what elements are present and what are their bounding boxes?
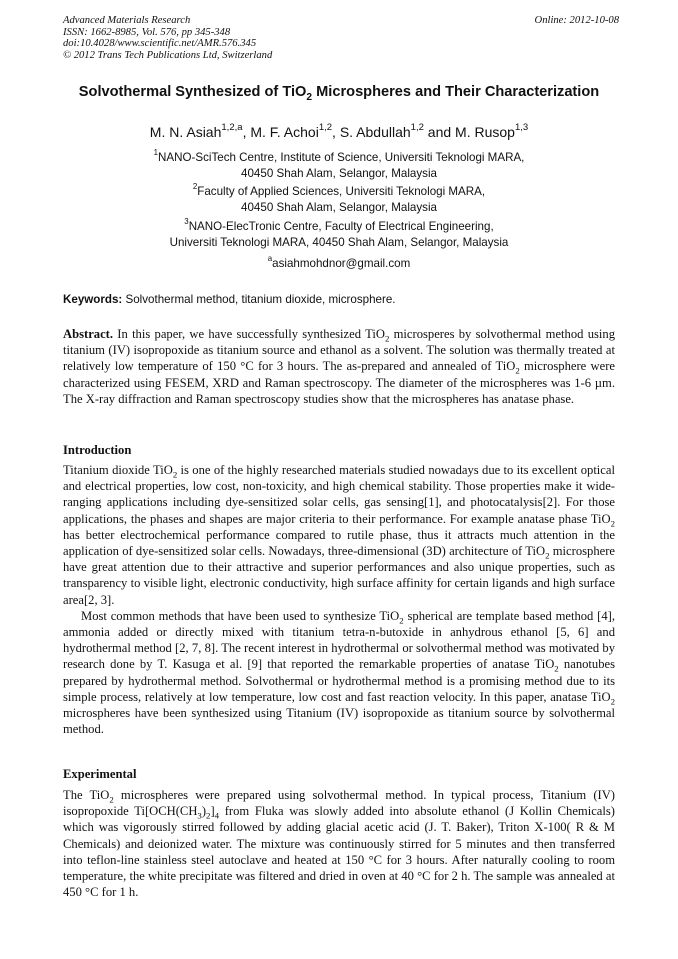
subscript: 4 bbox=[214, 810, 220, 821]
publication-header bbox=[63, 15, 619, 61]
journal-name: Advanced Materials Research bbox=[63, 15, 191, 26]
affiliation-3 bbox=[63, 216, 615, 250]
doi: doi:10.4028/www.scientific.net/AMR.576.345 bbox=[63, 38, 257, 50]
author-affiliation-mark: 1,3 bbox=[514, 121, 529, 133]
title-part-1: Solvothermal Synthesized of TiO bbox=[78, 84, 307, 100]
section-heading-experimental: Experimental bbox=[63, 767, 137, 781]
affiliation-2 bbox=[63, 181, 615, 215]
affiliation-line: 40450 Shah Alam, Selangor, Malaysia bbox=[241, 200, 437, 214]
author-affiliation-mark: 1,2 bbox=[318, 121, 333, 133]
text: spherical are template based method [4], ammonia added or directly mixed with titanium tetra-n-butoxide in anhydrous ethanol [5, 6] and hydrothermal method [2, 7, 8]. The recent interest in hydrothermal or solvothermal method was motivated by research done by T. Kasuga et al. [9] that reported the remarkable properties of anatase TiO bbox=[63, 608, 615, 672]
subscript: 2 bbox=[384, 333, 390, 344]
text: Titanium dioxide TiO bbox=[63, 463, 173, 477]
text: ) bbox=[201, 804, 207, 819]
author-affiliation-mark: 1,2 bbox=[410, 121, 424, 133]
affiliation-1 bbox=[63, 147, 615, 181]
affiliation-line: NANO-ElecTronic Centre, Faculty of Electrical Engineering, bbox=[188, 220, 494, 233]
author-separator: , bbox=[332, 124, 340, 140]
author-name: M. N. Asiah bbox=[149, 124, 222, 140]
author-separator: , bbox=[242, 124, 251, 140]
text: nanotubes prepared by hydrothermal method. Solvothermal or hydrothermal method is a promising method due to its simple process, relatively at low temperature, low cost and fast reaction velocity. In this paper, anatase TiO bbox=[63, 657, 615, 704]
author-name: M. F. Achoi bbox=[250, 124, 319, 140]
keywords-text: Solvothermal method, titanium dioxide, microsphere. bbox=[122, 293, 396, 306]
subscript: 2 bbox=[554, 663, 559, 674]
text: from Fluka was slowly added into absolute ethanol (J Kollin Chemicals) which was vigorously stirred followed by adding glacial acetic acid (J. T. Baker), Triton X-100( R & M Chemicals) and deionized water. The mixture was continuously stirred for 5 minutes and then transferred into teflon-line stainless steel autoclave and heated at 150 °C for 3 hours. After naturally cooling to room temperature, the white precipitate was filtered and dried in oven at 40 °C for 2 h. The sample was annealed at 450 °C for 1 h. bbox=[63, 804, 615, 900]
subscript: 2 bbox=[545, 550, 550, 561]
paragraph bbox=[63, 787, 615, 900]
text: has better electrochemical performance compared to rutile phase, thus it attracts much attention in the application of dye-sensitized solar cells. Nowadays, three-dimensional (3D) architecture of TiO bbox=[63, 527, 615, 559]
subscript: 3 bbox=[197, 810, 202, 821]
affiliation-mark: 1 bbox=[153, 147, 158, 157]
paper-title bbox=[63, 83, 615, 101]
section-heading-introduction: Introduction bbox=[63, 443, 132, 457]
paragraph bbox=[63, 608, 615, 738]
author-separator: and bbox=[423, 124, 456, 140]
email-address[interactable]: asiahmohdnor@gmail.com bbox=[272, 257, 411, 270]
author-name: M. Rusop bbox=[455, 124, 515, 140]
introduction-body bbox=[63, 462, 615, 737]
paragraph bbox=[63, 462, 615, 608]
subscript: 2 bbox=[109, 794, 114, 805]
copyright: © 2012 Trans Tech Publications Ltd, Switzerland bbox=[63, 49, 273, 61]
author-list bbox=[63, 123, 615, 141]
online-date: Online: 2012-10-08 bbox=[534, 15, 619, 26]
text: microsphere have great attention due to their attractive and superior performances and also unique properties, such as transparency to visible light, electronic conductivity, high surface affinity for certain ligands and high surface area[2, 3]. bbox=[63, 544, 615, 607]
affiliation-line: Faculty of Applied Sciences, Universiti Teknologi MARA, bbox=[197, 185, 486, 198]
abstract-text: In this paper, we have successfully synthesized TiO bbox=[113, 327, 385, 341]
subscript: 2 bbox=[610, 518, 615, 529]
title-part-2: Microspheres and Their Characterization bbox=[312, 84, 600, 100]
issn: ISSN: 1662-8985, Vol. 576, pp 345-348 bbox=[63, 26, 231, 38]
text: is one of the highly researched materials studied nowadays due to its excellent optical and electrical properties, low cost, non-toxicity, and high chemical stability. Those properties make it wide-ranging applications including dye-sensitized solar cells, gas sensing[1], and photocatalysis[2]. For those applications, the phases and shapes are major criteria to their performance. For example anatase phase TiO bbox=[63, 463, 615, 526]
affiliation-line: Universiti Teknologi MARA, 40450 Shah Alam, Selangor, Malaysia bbox=[169, 235, 509, 249]
author-affiliation-mark: 1,2,a bbox=[221, 121, 243, 133]
keywords bbox=[63, 292, 619, 307]
experimental-body bbox=[63, 787, 615, 900]
corresponding-email bbox=[63, 253, 615, 272]
text: ] bbox=[210, 804, 215, 819]
subscript: 2 bbox=[172, 469, 178, 480]
subscript: 2 bbox=[399, 615, 404, 626]
text: Most common methods that have been used to synthesize TiO bbox=[81, 608, 400, 623]
subscript: 2 bbox=[515, 365, 520, 376]
subscript: 2 bbox=[610, 696, 615, 707]
abstract-label: Abstract. bbox=[63, 327, 114, 341]
title-subscript: 2 bbox=[306, 91, 313, 103]
affiliation-line: 40450 Shah Alam, Selangor, Malaysia bbox=[241, 166, 437, 180]
affiliation-mark: 3 bbox=[184, 216, 189, 226]
abstract bbox=[63, 326, 615, 407]
text: microspheres have been synthesized using Titanium (IV) isopropoxide as titanium source by solvothermal method. bbox=[63, 706, 615, 737]
author-name: S. Abdullah bbox=[339, 124, 411, 140]
affiliation-line: NANO-SciTech Centre, Institute of Science, Universiti Teknologi MARA, bbox=[157, 151, 525, 164]
subscript: 2 bbox=[206, 810, 211, 821]
text: The TiO bbox=[63, 788, 110, 802]
abstract-text: microsphere were characterized using FESEM, XRD and Raman spectroscopy. The diameter of the microspheres was 1-6 µm. The X-ray diffraction and Raman spectroscopy studies show that the microspheres has anatase phase. bbox=[63, 359, 615, 406]
text: microspheres were prepared using solvothermal method. In typical process, Titanium (IV) isopropoxide Ti[OCH(CH bbox=[63, 788, 615, 819]
email-mark: a bbox=[267, 253, 273, 263]
abstract-text: microsperes by solvothermal method using titanium (IV) isopropoxide as titanium source and ethanol as a solvent. The solution was thermally treated at relatively low temperature of 150 °C for 3 hours. The as-prepared and annealed of TiO bbox=[63, 327, 615, 374]
affiliation-mark: 2 bbox=[192, 181, 198, 191]
keywords-label: Keywords: bbox=[63, 293, 123, 306]
